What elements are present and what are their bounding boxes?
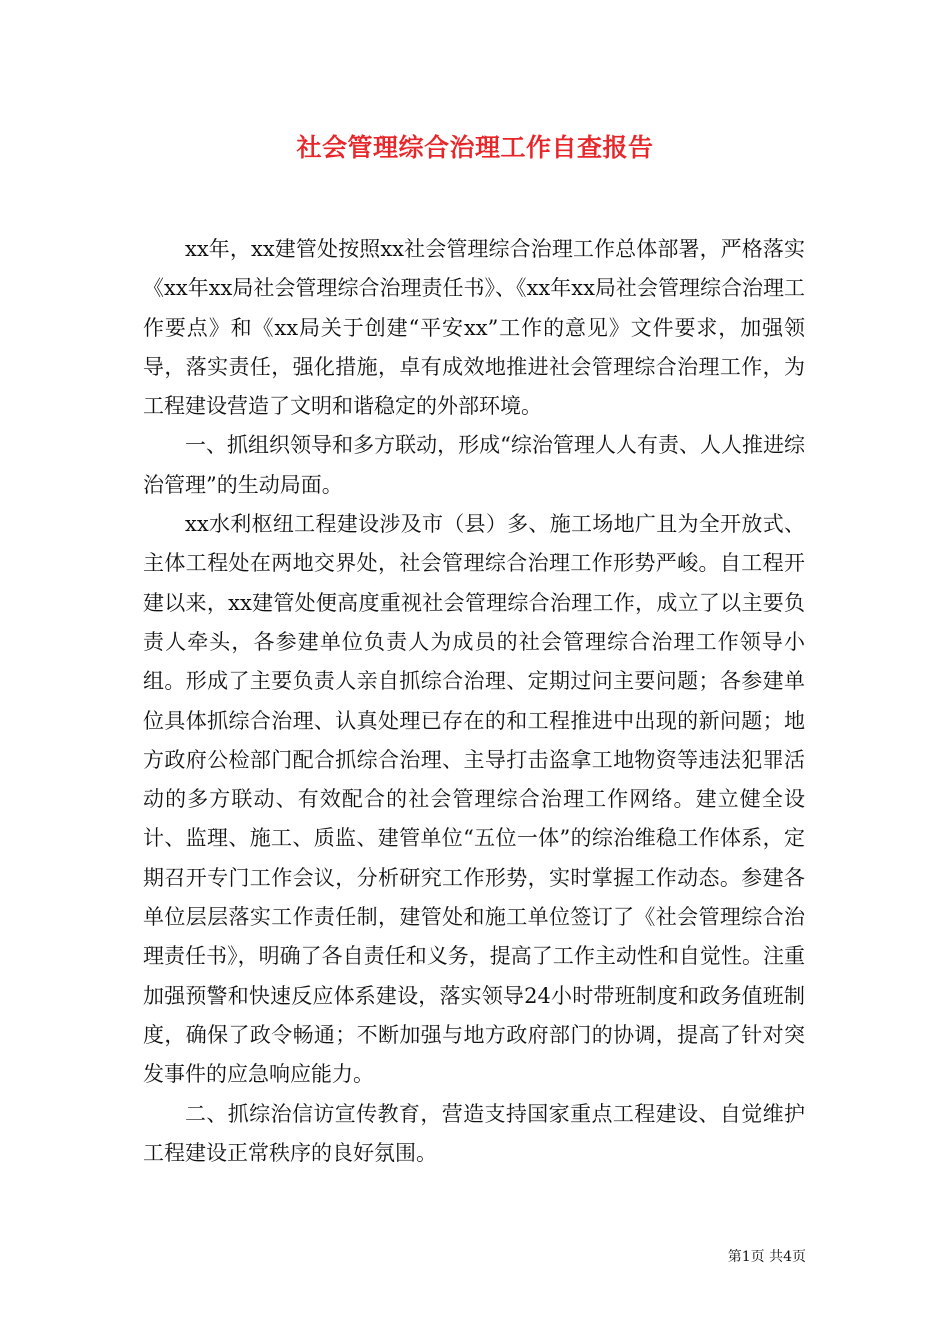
paragraph-intro: xx年，xx建管处按照xx社会管理综合治理工作总体部署，严格落实《xx年xx局社会管理综合治理责任书》、《xx年xx局社会管理综合治理工作要点》和《xx局关于创建“平安xx”工作的意见》文件要求，加强领导，落实责任，强化措施，卓有成效地推进社会管理综合治理工作，为工程建设营造了文明和谐稳定的外部环境。 bbox=[143, 237, 805, 419]
document-title: 社会管理综合治理工作自查报告 bbox=[296, 133, 654, 162]
page-number: 第1页 共4页 bbox=[727, 1249, 806, 1265]
document-body bbox=[143, 230, 805, 1173]
paragraph-section-1-heading: 一、抓组织领导和多方联动，形成“综治管理人人有责、人人推进综治管理”的生动局面。 bbox=[143, 433, 805, 497]
paragraph-section-2-heading: 二、抓综治信访宣传教育，营造支持国家重点工程建设、自觉维护工程建设正常秩序的良好氛围。 bbox=[143, 1101, 805, 1165]
paragraph-section-1-body: xx水利枢纽工程建设涉及市（县）多、施工场地广且为全开放式、主体工程处在两地交界处，社会管理综合治理工作形势严峻。自工程开建以来，xx建管处便高度重视社会管理综合治理工作，成立了以主要负责人牵头，各参建单位负责人为成员的社会管理综合治理工作领导小组。形成了主要负责人亲自抓综合治理、定期过问主要问题；各参建单位具体抓综合治理、认真处理已存在的和工程推进中出现的新问题；地方政府公检部门配合抓综合治理、主导打击盗拿工地物资等违法犯罪活动的多方联动、有效配合的社会管理综合治理工作网络。建立健全设计、监理、施工、质监、建管单位“五位一体”的综治维稳工作体系，定期召开专门工作会议，分析研究工作形势，实时掌握工作动态。参建各单位层层落实工作责任制，建管处和施工单位签订了《社会管理综合治理责任书》，明确了各自责任和义务，提高了工作主动性和自觉性。注重加强预警和快速反应体系建设，落实领导24小时带班制度和政务值班制度，确保了政令畅通；不断加强与地方政府部门的协调，提高了针对突发事件的应急响应能力。 bbox=[143, 512, 805, 1087]
